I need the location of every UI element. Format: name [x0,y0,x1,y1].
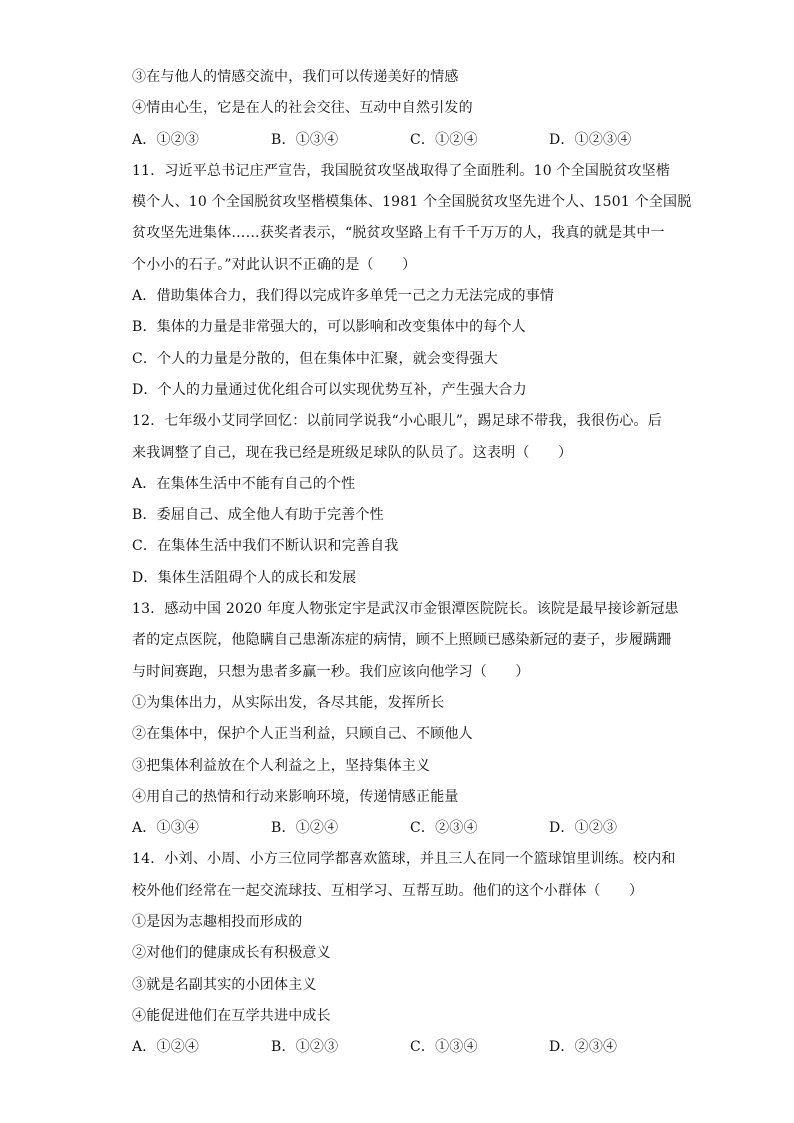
q10-option-a: A．①②③ [132,131,200,148]
q14-stem-line: 14．小刘、小周、小方三位同学都喜欢篮球，并且三人在同一个篮球馆里训练。校内和 [132,851,676,868]
statement-3: ③在与他人的情感交流中，我们可以传递美好的情感 [132,69,459,85]
q12-option-b: B．委屈自己、成全他人有助于完善个性 [132,507,384,524]
q12-stem-line: 来我调整了自己，现在我已经是班级足球队的队员了。这表明（ ） [132,444,573,461]
q14-option-b: B．①②③ [271,1039,339,1056]
q11-stem-line: 个小小的石子。”对此认识不正确的是（ ） [132,256,417,273]
q14-option-d: D．②③④ [549,1039,618,1056]
q14-stem-line: 校外他们经常在一起交流球技、互相学习、互帮互助。他们的这个小群体（ ） [132,882,644,899]
q13-options [132,813,672,844]
q11-option-d: D．个人的力量通过优化组合可以实现优势互补，产生强大合力 [132,381,527,398]
q14-option-c: C．①③④ [410,1039,478,1056]
q13-option-a: A．①③④ [132,820,200,837]
q13-option-c: C．②③④ [410,820,478,837]
exam-page [132,62,692,1064]
q11-stem-line: 贫攻坚先进集体……获奖者表示，“脱贫攻坚路上有千千万万的人，我真的就是其中一 [132,225,665,242]
q11-stem-line: 11．习近平总书记庄严宣告，我国脱贫攻坚战取得了全面胜利。10 个全国脱贫攻坚楷 [132,162,671,179]
q10-option-b: B．①③④ [271,131,339,148]
q13-stem-line: 与时间赛跑，只想为患者多赢一秒。我们应该向他学习（ ） [132,663,530,680]
q13-statement-1: ①为集体出力，从实际出发，各尽其能，发挥所长 [132,694,445,711]
q11-stem-line: 模个人、10 个全国脱贫攻坚楷模集体、1981 个全国脱贫攻坚先进个人、1501 个全国脱 [132,194,692,211]
q14-statement-1: ①是因为志趣相投而形成的 [132,914,303,931]
q13-statement-2: ②在集体中，保护个人正当利益，只顾自己、不顾他人 [132,726,473,743]
q14-options [132,1032,672,1063]
q13-option-d: D．①②③ [549,820,618,837]
q13-statement-3: ③把集体利益放在个人利益之上，坚持集体主义 [132,757,431,774]
q12-stem-line: 12．七年级小艾同学回忆：以前同学说我“小心眼儿”，踢足球不带我，我很伤心。后 [132,413,662,430]
q13-option-b: B．①②④ [271,820,339,837]
q11-option-b: B．集体的力量是非常强大的，可以影响和改变集体中的每个人 [132,319,526,336]
q11-option-c: C．个人的力量是分散的，但在集体中汇聚，就会变得强大 [132,350,498,367]
q14-statement-4: ④能促进他们在互学共进中成长 [132,1007,331,1024]
q12-option-a: A．在集体生活中不能有自己的个性 [132,475,356,492]
q14-statement-3: ③就是名副其实的小团体主义 [132,976,317,993]
q10-options [132,125,672,156]
q12-option-d: D．集体生活阻碍个人的成长和发展 [132,569,357,586]
q13-statement-4: ④用自己的热情和行动来影响环境，传递情感正能量 [132,788,459,805]
q11-option-a: A．借助集体合力，我们得以完成许多单凭一己之力无法完成的事情 [132,288,555,305]
q13-stem-line: 者的定点医院，他隐瞒自己患渐冻症的病情，顾不上照顾已感染新冠的妻子，步履蹒跚 [132,632,672,649]
q12-option-c: C．在集体生活中我们不断认识和完善自我 [132,538,399,555]
q10-option-d: D．①②③④ [549,131,632,148]
q10-option-c: C．①②④ [410,131,478,148]
q14-statement-2: ②对他们的健康成长有积极意义 [132,945,331,962]
q14-option-a: A．①②④ [132,1039,200,1056]
q13-stem-line: 13．感动中国 2020 年度人物张定宇是武汉市金银潭医院院长。该院是最早接诊新冠患 [132,601,679,618]
statement-4: ④情由心生，它是在人的社会交往、互动中自然引发的 [132,100,473,117]
